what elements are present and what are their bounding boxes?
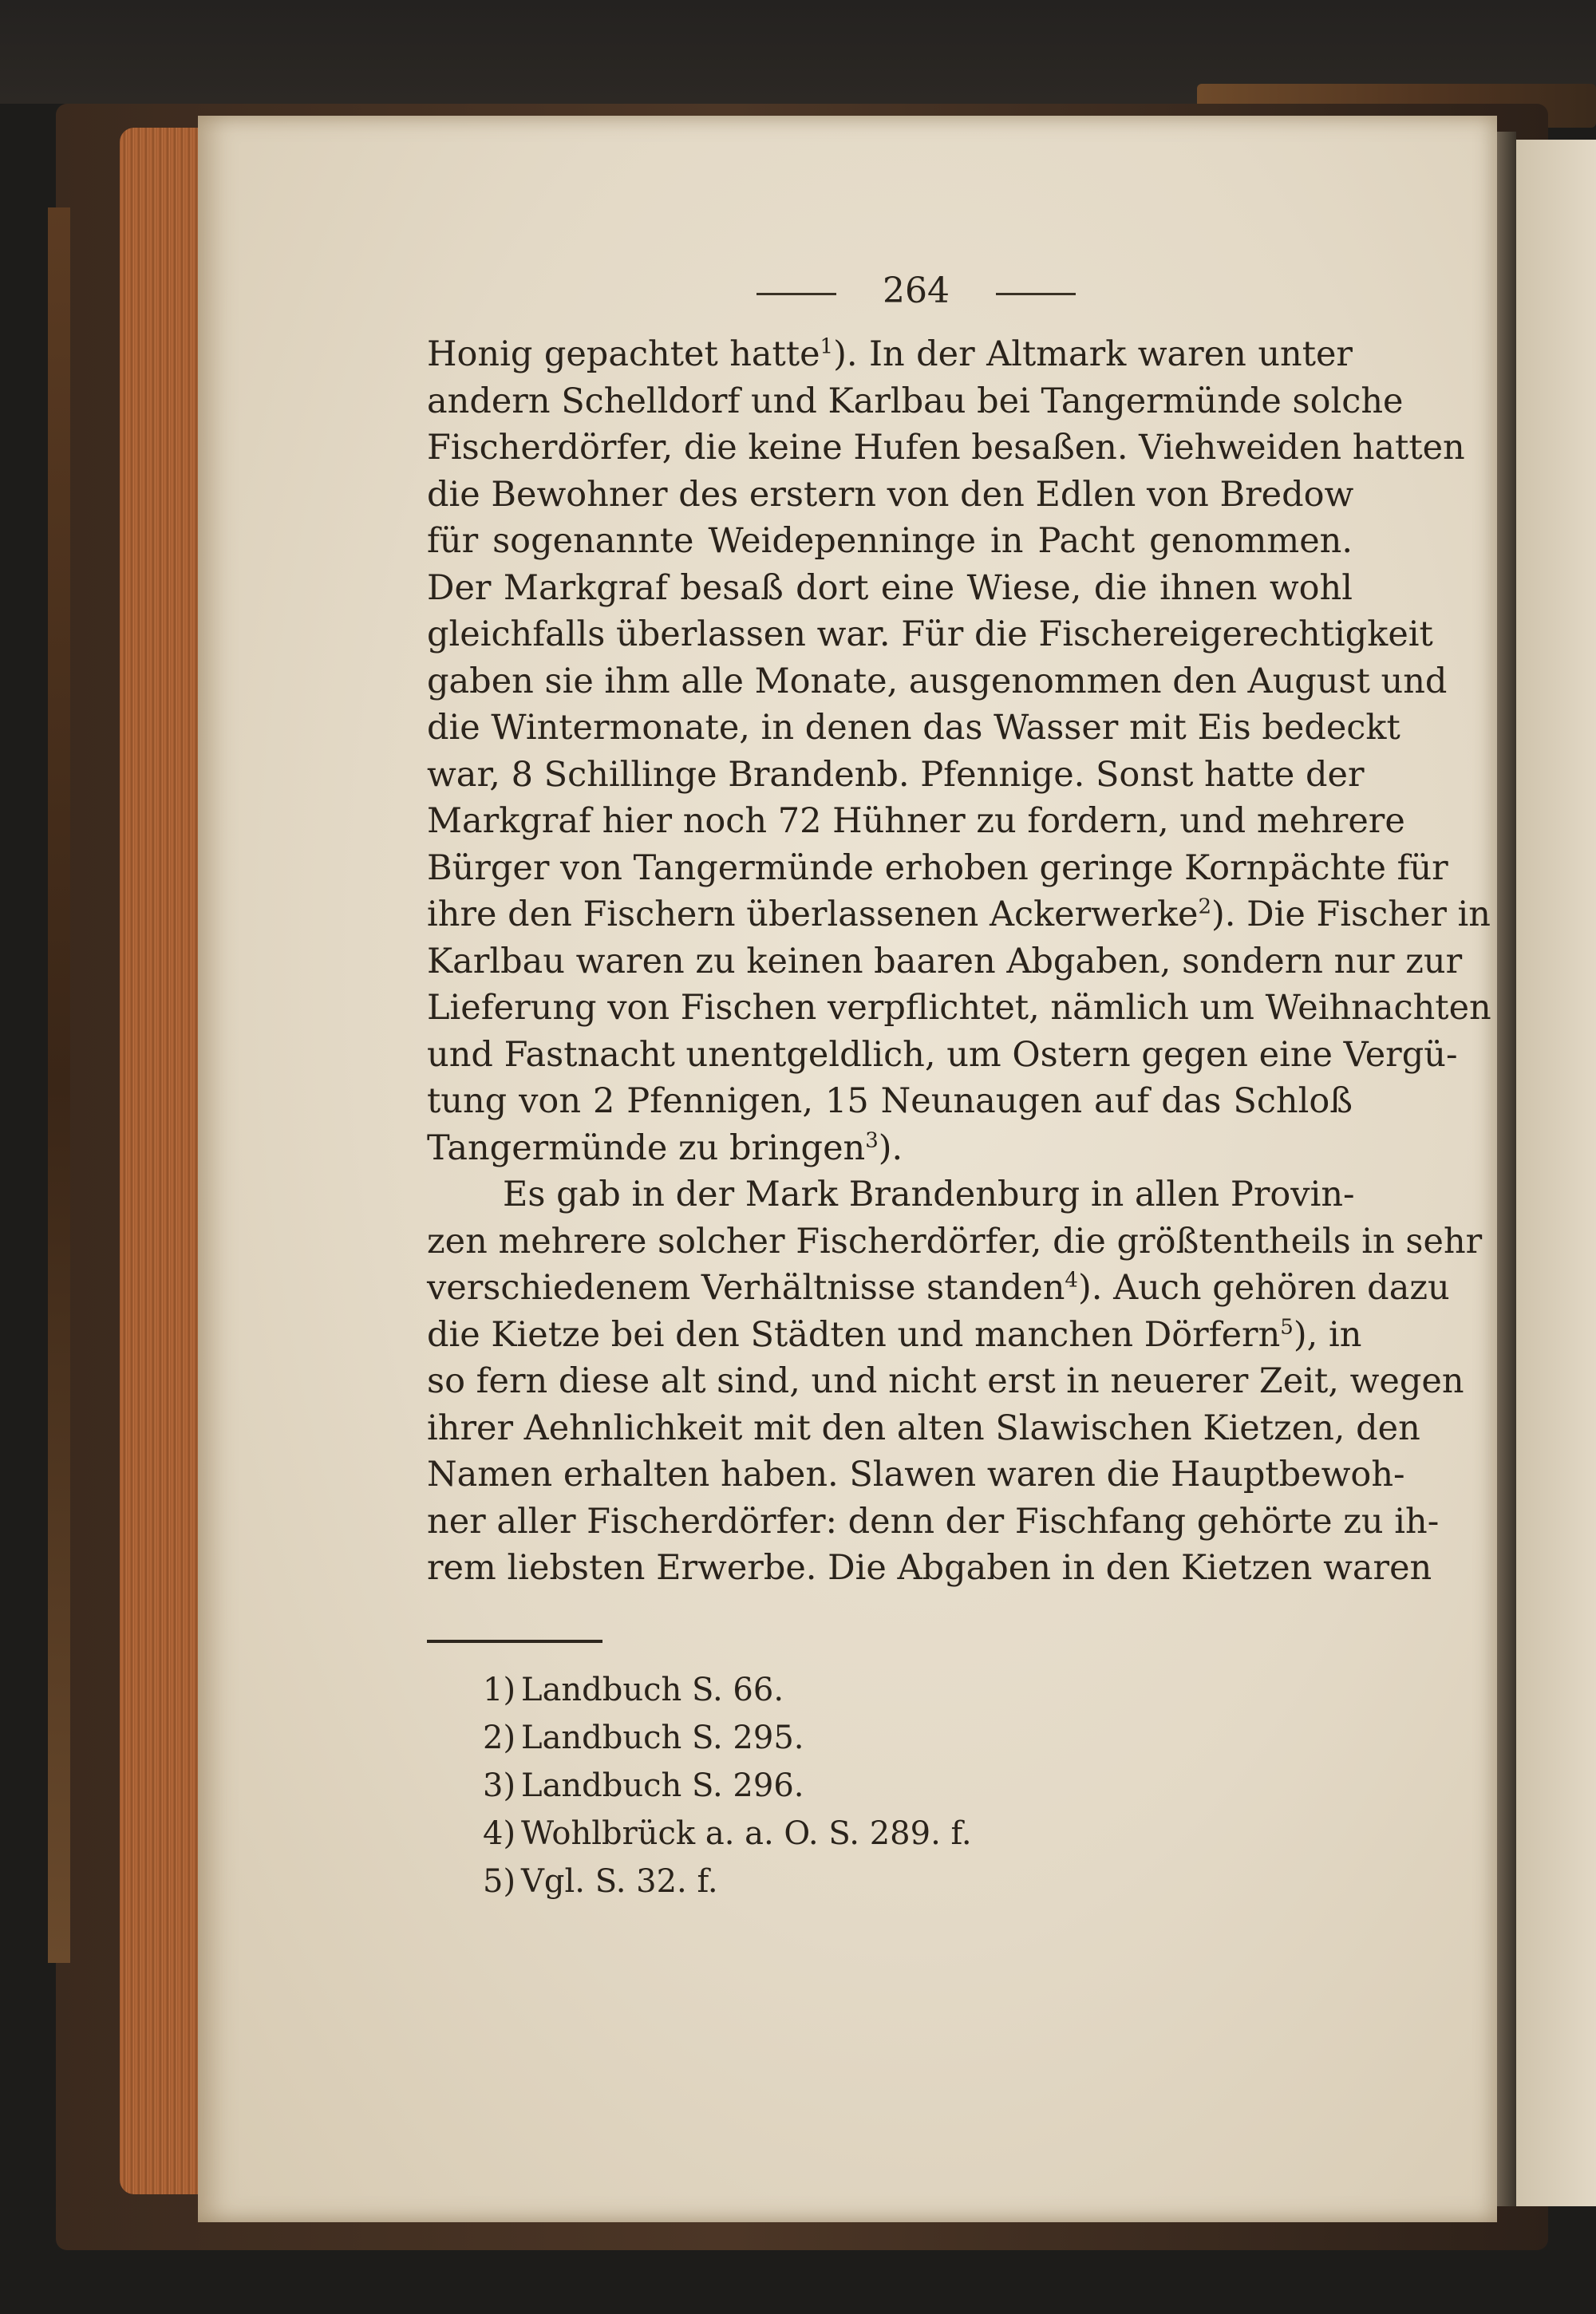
footnote	[483, 1714, 1121, 1762]
footnote-text: Landbuch S. 296.	[521, 1767, 804, 1804]
text-line-content: Es gab in der Mark Brandenburg in allen Provin-	[503, 1175, 1355, 1214]
text-line-content: Markgraf hier noch 72 Hühner zu fordern, und mehrere	[427, 801, 1405, 841]
text-line-content: rem liebsten Erwerbe. Die Abgaben in den Kietzen waren	[427, 1548, 1432, 1588]
text-line	[427, 705, 1400, 752]
text-line-content: die Wintermonate, in denen das Wasser mit Eis bedeckt	[427, 708, 1400, 748]
text-line	[427, 424, 1465, 472]
text-line	[427, 565, 1353, 612]
text-line-content: und Fastnacht unentgeldlich, um Ostern gegen eine Vergü-	[427, 1034, 1458, 1075]
text-line	[427, 1545, 1432, 1592]
footnote-marker: 4	[1065, 1268, 1078, 1293]
text-line-content: Der Markgraf besaß dort eine Wiese, die ihnen wohl	[427, 567, 1353, 608]
text-line	[427, 658, 1448, 705]
footnote-text: Landbuch S. 66.	[521, 1672, 784, 1708]
text-line-content: Namen erhalten haben. Slawen waren die Hauptbewoh-	[427, 1455, 1405, 1495]
text-line	[427, 378, 1404, 425]
footnote-number: 3)	[483, 1767, 516, 1804]
text-line-content: Lieferung von Fischen verpflichtet, nämlich um Weihnachten	[427, 988, 1491, 1028]
text-line-content: Karlbau waren zu keinen baaren Abgaben, sondern nur zur	[427, 941, 1463, 981]
text-line	[427, 891, 1491, 938]
text-line-content: tung von 2 Pfennigen, 15 Neunaugen auf das Schloß	[427, 1081, 1353, 1121]
text-line-content: Honig gepachtet hatte	[427, 334, 820, 374]
text-line	[427, 1499, 1440, 1546]
text-line	[427, 845, 1448, 892]
text-line-continuation: ), in	[1293, 1314, 1362, 1355]
text-line	[427, 752, 1365, 799]
text-line	[427, 1171, 1353, 1218]
footnotes	[483, 1666, 1121, 1905]
footnote	[483, 1666, 1121, 1714]
page-number: 264	[883, 270, 950, 311]
text-line-content: Tangermünde zu bringen	[427, 1127, 866, 1168]
text-line	[427, 1451, 1405, 1499]
text-line	[427, 798, 1405, 845]
text-line	[427, 1218, 1483, 1266]
footnote-marker: 3	[865, 1128, 879, 1153]
text-line-continuation: ). In der Altmark waren unter	[833, 334, 1353, 374]
text-line-content: gaben sie ihm alle Monate, ausgenommen den August und	[427, 661, 1448, 701]
text-line-content: Fischerdörfer, die keine Hufen besaßen. Viehweiden hatten	[427, 428, 1465, 468]
text-line-content: zen mehrere solcher Fischerdörfer, die größtentheils in sehr	[427, 1221, 1483, 1262]
footnote-number: 2)	[483, 1720, 516, 1756]
text-line-content: Bürger von Tangermünde erhoben geringe Kornpächte für	[427, 847, 1448, 888]
text-line	[427, 1312, 1362, 1359]
text-line-content: gleichfalls überlassen war. Für die Fischereigerechtigkeit	[427, 614, 1433, 654]
text-line	[427, 985, 1491, 1032]
header-rule-left	[757, 293, 836, 295]
text-line	[427, 938, 1463, 985]
footnote-marker: 5	[1280, 1315, 1294, 1340]
text-line-content: ihrer Aehnlichkeit mit den alten Slawischen Kietzen, den	[427, 1408, 1420, 1448]
text-line	[427, 1078, 1353, 1125]
text-line	[427, 331, 1353, 378]
text-line-content: ihre den Fischern überlassenen Ackerwerke	[427, 894, 1199, 934]
footnote	[483, 1762, 1121, 1810]
footnote-number: 5)	[483, 1863, 516, 1900]
text-line-content: verschiedenem Verhältnisse standen	[427, 1268, 1065, 1308]
text-line-content: ner aller Fischerdörfer: denn der Fischfang gehörte zu ih-	[427, 1501, 1440, 1542]
text-line	[427, 1125, 1353, 1172]
book-gutter	[1497, 132, 1516, 2206]
footnote	[483, 1810, 1121, 1858]
footnote-marker: 2	[1198, 894, 1211, 919]
text-line	[427, 1265, 1450, 1312]
text-line	[427, 1405, 1420, 1452]
text-line-content: die Kietze bei den Städten und manchen Dörfern	[427, 1314, 1281, 1355]
page-header	[757, 267, 1076, 315]
footnote-divider	[427, 1640, 602, 1643]
text-line	[427, 1032, 1458, 1079]
text-line-content: für sogenannte Weidepenninge in Pacht genommen.	[427, 521, 1353, 561]
footnote-number: 4)	[483, 1815, 516, 1852]
text-line-continuation: ). Auch gehören dazu	[1077, 1268, 1450, 1308]
text-line-continuation: ).	[878, 1127, 903, 1168]
header-rule-right	[996, 293, 1076, 295]
footnote-text: Landbuch S. 295.	[521, 1720, 804, 1756]
facing-page-edge	[1516, 140, 1596, 2206]
text-line	[427, 472, 1353, 519]
cover-edge	[48, 207, 70, 1963]
footnote-text: Wohlbrück a. a. O. S. 289. f.	[521, 1815, 972, 1852]
text-line-content: so fern diese alt sind, und nicht erst in neuerer Zeit, wegen	[427, 1361, 1464, 1401]
text-line-continuation: ). Die Fischer in	[1211, 894, 1491, 934]
footnote-text: Vgl. S. 32. f.	[521, 1863, 718, 1900]
text-line	[427, 611, 1433, 658]
text-line-content: andern Schelldorf und Karlbau bei Tangermünde solche	[427, 381, 1404, 421]
text-line-content: die Bewohner des erstern von den Edlen von Bredow	[427, 474, 1354, 515]
text-line-content: war, 8 Schillinge Brandenb. Pfennige. Sonst hatte der	[427, 754, 1365, 795]
text-line	[427, 518, 1353, 565]
footnote-marker: 1	[820, 334, 834, 359]
page-edges	[120, 128, 200, 2194]
text-line	[427, 1358, 1464, 1405]
footnote-number: 1)	[483, 1672, 516, 1708]
body-text	[427, 331, 1491, 1592]
footnote	[483, 1858, 1121, 1905]
